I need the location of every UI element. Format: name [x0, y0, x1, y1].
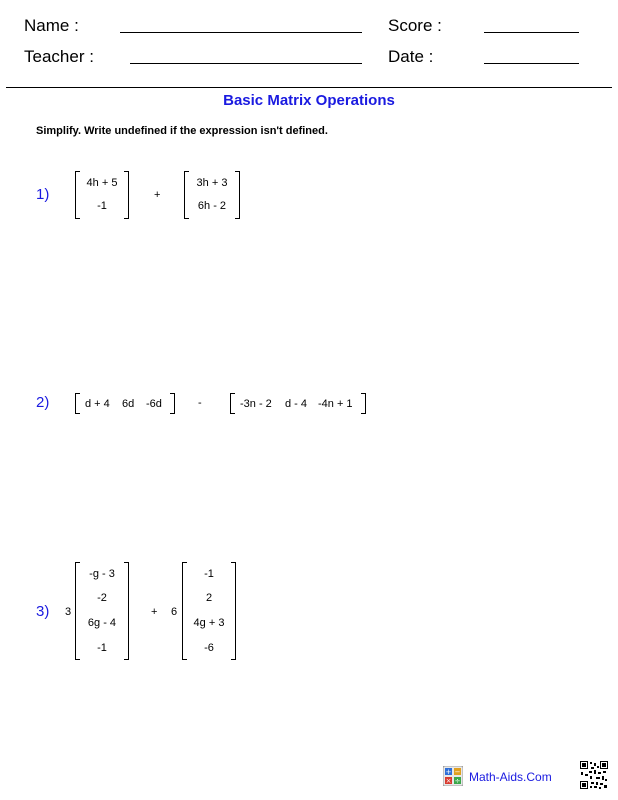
- matrix-entry: d - 4: [285, 397, 308, 410]
- problem-number: 3): [36, 603, 50, 620]
- matrix-left: [75, 393, 175, 414]
- matrix-entry: 6h - 2: [197, 200, 227, 212]
- svg-text:−: −: [454, 768, 461, 776]
- operator: +: [154, 189, 161, 201]
- header-divider: [6, 87, 612, 88]
- matrix-entry: 2: [205, 592, 213, 604]
- worksheet-title: Basic Matrix Operations: [223, 92, 395, 109]
- teacher-label: Teacher :: [24, 47, 94, 66]
- matrix-left: [75, 171, 129, 219]
- problem-number: 2): [36, 394, 50, 411]
- math-aids-logo-icon: [443, 766, 463, 791]
- scalar: 3: [65, 606, 72, 618]
- date-line: [484, 63, 579, 64]
- matrix-entry: 6g - 4: [87, 617, 117, 629]
- matrix-entry: -6d: [146, 397, 162, 410]
- matrix-entry: -1: [97, 200, 107, 212]
- brand-link[interactable]: Math-Aids.Com: [469, 770, 552, 784]
- date-label: Date :: [388, 47, 434, 66]
- qr-code-icon: [580, 761, 608, 794]
- matrix-right: [184, 171, 240, 219]
- matrix-entry: -g - 3: [89, 568, 115, 580]
- problem-number: 1): [36, 186, 50, 203]
- matrix-entry: -6: [204, 642, 214, 654]
- name-line: [120, 32, 362, 33]
- matrix-entry: -1: [204, 568, 214, 580]
- name-label: Name :: [24, 16, 79, 35]
- matrix-entry: 6d: [122, 397, 135, 410]
- matrix-entry: -1: [97, 642, 107, 654]
- matrix-right: [182, 562, 236, 660]
- matrix-entry: 4g + 3: [193, 617, 225, 629]
- matrix-entry: 4h + 5: [86, 177, 118, 189]
- matrix-entry: 3h + 3: [196, 177, 228, 189]
- score-label: Score :: [388, 16, 442, 35]
- operator: +: [151, 606, 158, 618]
- matrix-left: [75, 562, 129, 660]
- svg-text:÷: ÷: [454, 777, 461, 785]
- scalar: 6: [171, 606, 178, 618]
- matrix-entry: -2: [97, 592, 107, 604]
- instructions: Simplify. Write undefined if the expression isn't defined.: [36, 125, 328, 137]
- svg-text:+: +: [445, 768, 452, 776]
- matrix-entry: -3n - 2: [240, 397, 272, 410]
- matrix-entry: d + 4: [85, 397, 110, 410]
- matrix-entry: -4n + 1: [318, 397, 353, 410]
- teacher-line: [130, 63, 362, 64]
- svg-text:×: ×: [445, 777, 452, 785]
- matrix-right: [230, 393, 366, 414]
- operator: -: [198, 397, 202, 409]
- score-line: [484, 32, 579, 33]
